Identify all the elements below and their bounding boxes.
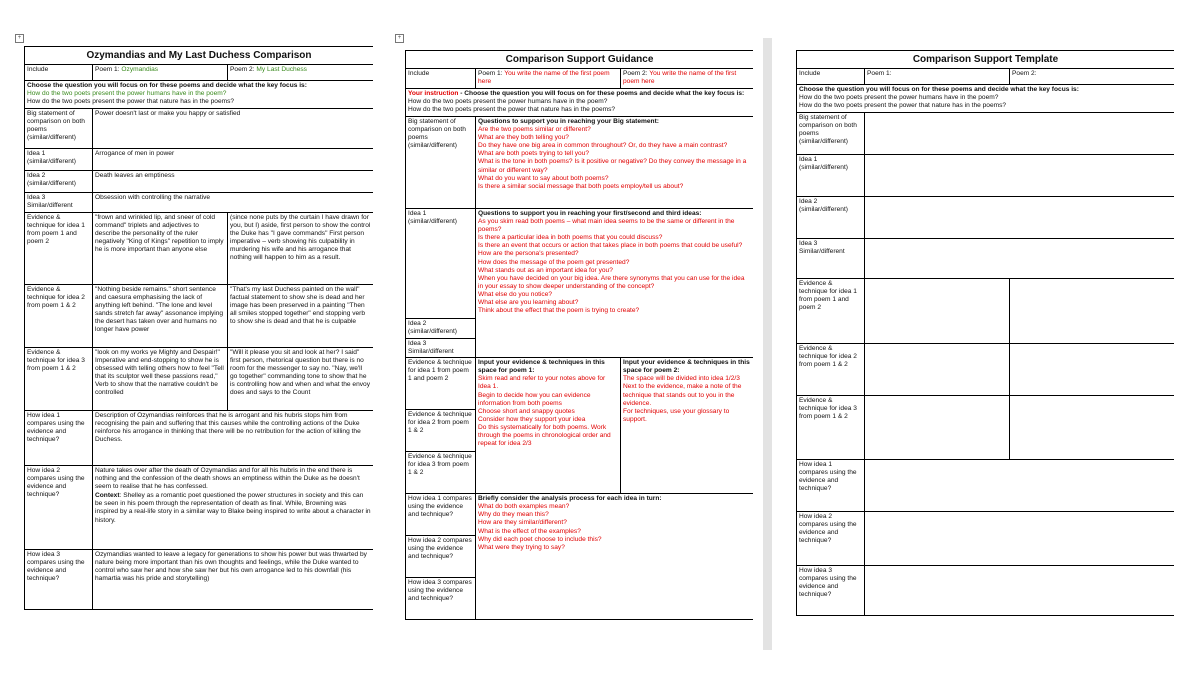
guidance-question: Do they have one big area in common throughout? Or, do they have a main contrast?: [478, 142, 728, 150]
evidence1-poem1[interactable]: "frown and wrinkled lip, and sneer of cold command" triplets and adjectives to describe the personality of the ruler negatively "King of Kings" repetition to imply he is more important than anyone else: [93, 213, 228, 285]
compare1-input[interactable]: [865, 460, 1175, 512]
guidance-line: For techniques, use your glossary to support.: [623, 407, 730, 423]
guidance-line: Do this systematically for both poems. Work through the poems in chronological order and repeat for idea 2/3: [478, 423, 611, 448]
idea3-input[interactable]: [865, 239, 1175, 279]
evidence3-poem2[interactable]: "Will it please you sit and look at her? I said" first person, rhetorical question but there is no room for the messenger to say no. "Nay, we'll go together" commanding tone to show that he is controlling how and when and what the envoy does and says to the Count: [228, 348, 374, 411]
question-1: How do the two poets present the power humans have in the poem?: [408, 98, 608, 106]
row-label: Idea 1 (similar/different): [797, 155, 865, 197]
guidance-question: Is there an event that occurs or action that takes place in both poems that could be useful?: [478, 242, 743, 250]
question-2: How do the two poets present the power that nature has in the poems?: [799, 102, 1007, 110]
guidance-question: Are the two poems similar or different?: [478, 126, 591, 134]
row-label: Idea 1 (similar/different): [406, 209, 476, 319]
compare1-cell[interactable]: Description of Ozymandias reinforces that he is arrogant and his hubris stops him from recognising the pain and suffering that this causes while the controlling actions of the Duke reinforce his arrogance in thinking that there will be no retribution for the action of killing the Duchess.: [93, 411, 374, 466]
row-label: Idea 3 Similar/different: [406, 339, 476, 358]
evidence3-poem1-input[interactable]: [865, 396, 1010, 460]
guidance-line: Consider how they support your idea: [478, 415, 586, 423]
row-label: Big statement of comparison on both poems (similar/different): [406, 117, 476, 209]
poem1-cell[interactable]: Poem 1: Ozymandias: [93, 65, 228, 81]
guidance-question: Is there a similar social message that both poets employ/tell us about?: [478, 182, 684, 190]
guidance-table: [405, 50, 753, 620]
question-2: How do the two poets present the power that nature has in the poems?: [408, 106, 616, 114]
idea2-input[interactable]: [865, 197, 1175, 239]
evidence-heading: Input your evidence & techniques in this space for poem 1:: [478, 359, 605, 375]
row-label: How idea 1 compares using the evidence and technique?: [797, 460, 865, 512]
row-label: Idea 2 (similar/different): [25, 171, 93, 193]
evidence3-poem2-input[interactable]: [1010, 396, 1175, 460]
context-label: Context: [95, 492, 120, 500]
ideas-guidance[interactable]: [476, 209, 754, 358]
idea3-cell[interactable]: Obsession with controlling the narrative: [93, 193, 374, 213]
compare2-cell[interactable]: [93, 466, 374, 550]
compare2-text: Nature takes over after the death of Ozymandias and for all his hubris in the end there is nothing and the confession of the death shows an emptiness within the Duke as he doesn't seem to realise that he has confessed.: [95, 467, 360, 491]
table-move-handle[interactable]: +: [395, 34, 404, 43]
guidance-question: What do you want to say about both poems?: [478, 174, 609, 182]
compare3-input[interactable]: [865, 566, 1175, 616]
row-label: How idea 3 compares using the evidence and technique?: [406, 578, 476, 620]
row-label: Big statement of comparison on both poems (similar/different): [25, 109, 93, 149]
guidance-line: Next to the evidence, make a note of the technique that stands out to you in the evidence.: [623, 383, 742, 407]
guidance-question: Is there a particular idea in both poems that you could discuss?: [478, 234, 663, 242]
ideas-heading: Questions to support you in reaching your first/second and third ideas:: [478, 210, 702, 217]
big-statement-guidance[interactable]: [476, 117, 754, 209]
big-statement-input[interactable]: [865, 113, 1175, 155]
row-label: Evidence & technique for idea 1 from poem 1 and poem 2: [797, 279, 865, 344]
guidance-question: Think about the effect that the poem is trying to create?: [478, 307, 640, 315]
template-table: [796, 50, 1174, 616]
row-label: Evidence & technique for idea 2 from poem 1 & 2: [797, 344, 865, 396]
row-label: Big statement of comparison on both poems (similar/different): [797, 113, 865, 155]
instruction-label: Your instruction: [408, 90, 459, 97]
row-label: Evidence & technique for idea 3 from poem 1 & 2: [406, 452, 476, 494]
row-label: Idea 2 (similar/different): [797, 197, 865, 239]
table-move-handle[interactable]: +: [15, 34, 24, 43]
include-label: Include: [406, 69, 476, 89]
poem1-instruction: You write the name of the first poem here: [478, 70, 610, 86]
guidance-question: What are both poets trying to tell you?: [478, 150, 590, 158]
row-label: How idea 2 compares using the evidence and technique?: [406, 536, 476, 578]
guidance-question: What are they both telling you?: [478, 134, 569, 142]
question-1: How do the two poets present the power humans have in the poem?: [799, 94, 999, 102]
poem2-instruction: You write the name of the first poem here: [623, 70, 737, 86]
guidance-question: What do both examples mean?: [478, 503, 570, 511]
row-label: Evidence & technique for idea 1 from poem 1 and poem 2: [406, 358, 476, 410]
guidance-line: The space will be divided into idea 1/2/3: [623, 375, 740, 383]
compare3-cell[interactable]: Ozymandias wanted to leave a legacy for generations to show his power but was thwarted by nature being more important than his own thoughts and feelings, while the Duke wanted to control who saw her and how she saw her but his own arrogance led to his downfall (his hamartia was his pride and storytelling): [93, 550, 374, 610]
idea1-input[interactable]: [865, 155, 1175, 197]
poem2-cell[interactable]: Poem 2: My Last Duchess: [228, 65, 374, 81]
evidence2-poem2[interactable]: "That's my last Duchess painted on the wall" factual statement to show she is dead and her image has been preserved in a painting "Then all smiles stopped together" end stopping verb to show she is dead and that he is culpable: [228, 285, 374, 348]
row-label: How idea 1 compares using the evidence and technique?: [25, 411, 93, 466]
compare-guidance[interactable]: [476, 494, 754, 620]
row-label: How idea 2 compares using the evidence and technique?: [25, 466, 93, 550]
row-label: How idea 1 compares using the evidence and technique?: [406, 494, 476, 536]
page-gutter: [763, 38, 772, 650]
idea2-cell[interactable]: Death leaves an emptiness: [93, 171, 374, 193]
evidence1-poem1-input[interactable]: [865, 279, 1010, 344]
guidance-question: What were they trying to say?: [478, 543, 565, 551]
guidance-question: Why do they mean this?: [478, 511, 549, 519]
page-title: Ozymandias and My Last Duchess Comparison: [25, 47, 374, 65]
row-label: Evidence & technique for idea 1 from poem 1 and poem 2: [25, 213, 93, 285]
poem1-cell[interactable]: Poem 1:: [865, 69, 1010, 85]
document-page-support-guidance: [405, 50, 753, 635]
evidence1-poem2[interactable]: (since none puts by the curtain I have drawn for you, but I) aside, first person to show the control the Duke has "I gave commands" First person imperative – verb showing his culpability in murdering his wife and his arrogance that nothing will happen to him as a result.: [228, 213, 374, 285]
page-title: Comparison Support Guidance: [406, 51, 754, 69]
row-label: Evidence & technique for idea 3 from poem 1 & 2: [797, 396, 865, 460]
guidance-question: What else do you notice?: [478, 290, 553, 298]
include-label: Include: [25, 65, 93, 81]
idea1-cell[interactable]: Arrogance of men in power: [93, 149, 374, 171]
document-page-ozymandias-comparison: [24, 46, 373, 626]
poem2-cell[interactable]: Poem 2: You write the name of the first poem here: [621, 69, 754, 89]
guidance-question: What is the effect of the examples?: [478, 527, 581, 535]
question-cell[interactable]: [25, 81, 374, 109]
row-label: Evidence & technique for idea 2 from poem 1 & 2: [25, 285, 93, 348]
compare2-input[interactable]: [865, 512, 1175, 566]
evidence-guidance-poem1[interactable]: [476, 358, 621, 494]
question-heading: Choose the question you will focus on for these poems and decide what the key focus is:: [799, 86, 1079, 93]
row-label: Idea 2 (similar/different): [406, 319, 476, 339]
row-label: How idea 2 compares using the evidence and technique?: [797, 512, 865, 566]
row-label: Idea 1 (similar/different): [25, 149, 93, 171]
row-label: Evidence & technique for idea 2 from poem 1 & 2: [406, 410, 476, 452]
guidance-question: What is the tone in both poems? Is it positive or negative? Do they convey the message in a similar or different way?: [478, 158, 747, 174]
guidance-question: When you have decided on your big idea. Are there synonyms that you can use for the idea in your essay to show deeper understanding of the concept?: [478, 274, 745, 290]
big-heading: Questions to support you in reaching your Big statement:: [478, 118, 659, 125]
row-label: Idea 3 Similar/different: [25, 193, 93, 213]
question-cell[interactable]: [797, 85, 1175, 113]
guidance-line: Begin to decide how you can evidence information from both poems: [478, 391, 591, 407]
evidence2-poem2-input[interactable]: [1010, 344, 1175, 396]
guidance-question: What stands out as an important idea for you?: [478, 266, 613, 274]
big-statement-cell[interactable]: Power doesn't last or make you happy or satisfied: [93, 109, 374, 149]
evidence-heading: Input your evidence & techniques in this space for poem 2:: [623, 359, 750, 375]
guidance-question: What else are you learning about?: [478, 299, 579, 307]
poem1-cell[interactable]: Poem 1: You write the name of the first poem here: [476, 69, 621, 89]
guidance-question: As you skim read both poems – what main idea seems to be the same or different in the poems?: [478, 218, 735, 234]
guidance-question: How are the persona's presented?: [478, 250, 579, 258]
guidance-line: Skim read and refer to your notes above for Idea 1.: [478, 375, 606, 391]
question-1: How do the two poets present the power humans have in the poem?: [27, 90, 227, 98]
poem1-value: Ozymandias: [121, 66, 159, 73]
poem2-cell[interactable]: Poem 2:: [1010, 69, 1175, 85]
comparison-table: [24, 46, 373, 610]
guidance-question: How are they similar/different?: [478, 519, 567, 527]
guidance-question: How does the message of the poem get presented?: [478, 258, 630, 266]
evidence-guidance-poem2[interactable]: [621, 358, 754, 494]
poem2-value: My Last Duchess: [256, 66, 307, 73]
row-label: Evidence & technique for idea 3 from poem 1 & 2: [25, 348, 93, 411]
guidance-line: Choose short and snappy quotes: [478, 407, 575, 415]
evidence2-poem1-input[interactable]: [865, 344, 1010, 396]
question-heading: Choose the question you will focus on for these poems and decide what the key focus is:: [27, 82, 307, 89]
include-label: Include: [797, 69, 865, 85]
evidence2-poem1[interactable]: "Nothing beside remains." short sentence and caesura emphasising the lack of anything left behind. "The lone and level sands stretch far away" assonance implying the desert has taken over and humans no longer have power: [93, 285, 228, 348]
question-2: How do the two poets present the power that nature has in the poems?: [27, 98, 235, 106]
evidence3-poem1[interactable]: "look on my works ye Mighty and Despair!" Imperative and end-stopping to show he is obsessed with telling others how to feel "Tell that its sculptor well these passions read," Verb to show that the narrative couldn't be controlled: [93, 348, 228, 411]
row-label: How idea 3 compares using the evidence and technique?: [25, 550, 93, 610]
row-label: How idea 3 compares using the evidence and technique?: [797, 566, 865, 616]
row-label: Idea 3 Similar/different: [797, 239, 865, 279]
context-text: : Shelley as a romantic poet questioned the power structures in society and this can be seen in his poem through the representation of death as final. While, Browning was inspired by a real-life story in a similar way to Blake being inspired to write about a character in history.: [95, 492, 371, 524]
guidance-question: Why did each poet choose to include this?: [478, 535, 602, 543]
document-page-support-template: [796, 50, 1174, 635]
page-title: Comparison Support Template: [797, 51, 1175, 69]
compare-heading: Briefly consider the analysis process for each idea in turn:: [478, 495, 662, 503]
question-cell[interactable]: Your instruction - Choose the question you will focus on for these poems and decide what the key focus is: How do the two poets present the power humans have in the poem? How do the two poets present the power that nature has in the poems?: [406, 89, 754, 117]
evidence1-poem2-input[interactable]: [1010, 279, 1175, 344]
